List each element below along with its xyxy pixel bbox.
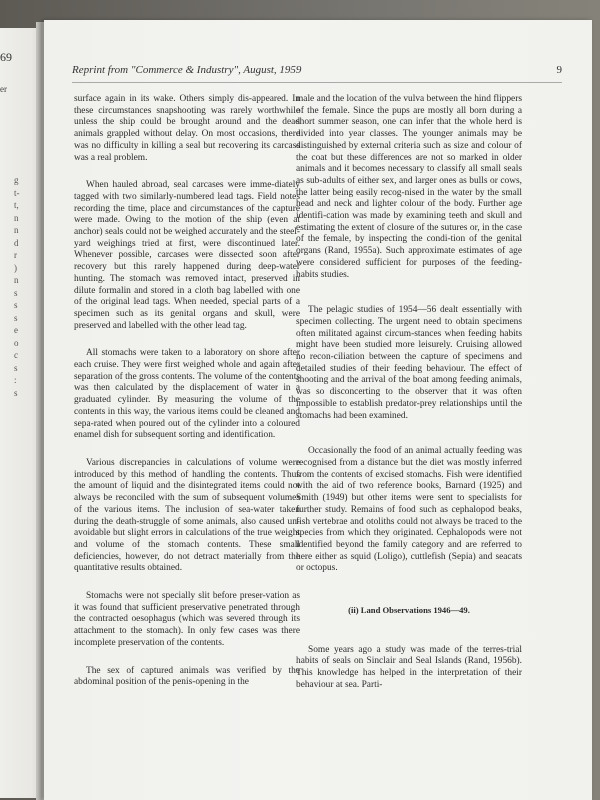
left-column — [74, 94, 300, 699]
paragraph: Occasionally the food of an animal actually feeding was recognised from a distance but the diet was mostly inferred from the contents of excised stomachs. Fish were identified with the aid of two reference books, Barnard (1925) and Smith (1949) but other items were sent to specialists for further study. Remains of food such as cephalopod beaks, fish vertebrae and otoliths could not always be traced to the species from which they originated. Cephalopods were not identified beyond the family category and are referred to here either as squid (Loligo), cuttlefish (Sepia) and seacats or octopus. — [296, 446, 522, 574]
paragraph: Some years ago a study was made of the terres-trial habits of seals on Sinclair and Seal Islands (Rand, 1956b). This knowledge has helped in the interpretation of their behaviour at sea. Parti- — [296, 644, 522, 690]
header-rule — [72, 82, 562, 83]
paragraph: The sex of captured animals was verified by the abdominal position of the penis-opening in the — [74, 665, 300, 688]
paragraph: Stomachs were not specially slit before preser-vation as it was found that sufficient preservative penetrated through the contracted oesophagus (which was severed through its attachment to the stomach). In only few cases was there incomplete preservation of the contents. — [74, 591, 300, 648]
paragraph: All stomachs were taken to a laboratory on shore after each cruise. They were first weighed whole and again after separation of the gross contents. The volume of the contents was then calculated by the displacement of water in a graduated cylinder. By measuring the volume of the contents in this way, the various items could be cleaned and sepa-rated when poured out of the cylinder into a coloured enamel dish for subsequent sorting and identification. — [74, 348, 300, 441]
facing-page-margin-text: g t- t, n n d r ) n s s s e o c s : s — [14, 175, 20, 398]
facing-page-fragment: er — [0, 84, 7, 94]
paragraph: male and the location of the vulva between the hind flippers of the female. Since the pups are mostly all born during a short summer season, one can infer that the whole herd is divided into year classes. The younger animals may be distinguished by external criteria such as size and colour of the coat but these differences are not so marked in older animals and it becomes necessary to classify all small seals as sub-adults of either sex, and larger ones as bulls or cows, the latter being easily recog-nised in the water by the small head and neck and lighter colour of the body. Further age identifi-cation was made by examining teeth and skull and estimating the extent of closure of the sutures or, in the case of the female, by inspecting the condi-tion of the genital organs (Rand, 1955a). Such approximate estimates of age were considered sufficient for purposes of the feeding-habits studies. — [296, 94, 522, 280]
paragraph: The pelagic studies of 1954—56 dealt essentially with specimen collecting. The urgent need to obtain specimens often militated against circum-stances when feeding habits might have been studied more leisurely. Cruising allowed no recon-ciliation between the capture of specimens and detailed studies of their feeding behaviour. The effect of shooting and the arrival of the boat among feeding animals, was so disconcerting to the observer that it was often impossible to establish predator-prey relationships until the stomachs had been examined. — [296, 305, 522, 421]
document-page — [44, 20, 592, 800]
facing-page-number: 69 — [0, 50, 12, 64]
running-header — [72, 64, 562, 76]
paragraph: Various discrepancies in calculations of volume were introduced by this method of handling the contents. Thus the amount of liquid and the disintegrated items could not always be reconciled with the sum of subsequent volumes of the various items. The inclusion of sea-water taken during the death-struggle of some animals, also caused un-avoidable but slight errors in calculations of the true weight and volume of the stomach contents. These small deficiencies, however, do not detract materially from the quantitative results obtained. — [74, 457, 300, 574]
page-number: 9 — [556, 64, 562, 76]
running-title: Reprint from "Commerce & Industry", August, 1959 — [72, 64, 302, 76]
section-heading: (ii) Land Observations 1946—49. — [348, 605, 470, 616]
right-column — [296, 94, 522, 702]
paragraph: When hauled abroad, seal carcases were imme-diately tagged with two similarly-numbered lead tags. Field notes recording the time, place and circumstances of the capture were made. Owing to the motion of the ship (even at anchor) seals could not be weighed accurately and the steel-yard weighings tried at first, were discontinued later. Whenever possible, carcases were dissected soon after recovery but this rarely happened during deep-water hunting. The stomach was removed intact, preserved in dilute formalin and stored in a cloth bag labelled with one of the original lead tags. When needed, special parts of a specimen such as its genital organs and skull, were preserved and labelled with the other lead tag. — [74, 180, 300, 331]
paragraph: surface again in its wake. Others simply dis-appeared. In these circumstances snapshooting was rarely worthwhile unless the ship could be brought around and the dead animals grappled without delay. On most occasions, there was no difficulty in killing a seal but recovering its carcass was a real problem. — [74, 94, 300, 163]
